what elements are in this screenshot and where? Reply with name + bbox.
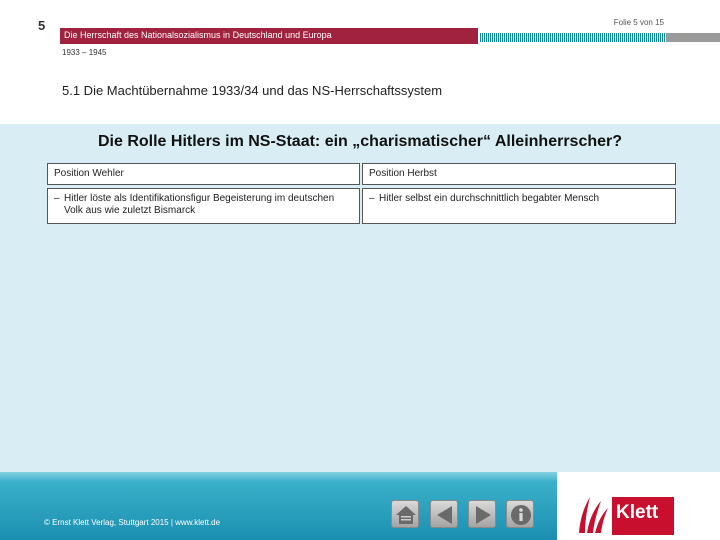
copyright-text: © Ernst Klett Verlag, Stuttgart 2015 | www.klett.de [44, 518, 221, 527]
section-title: 5.1 Die Machtübernahme 1933/34 und das NS-Herrschaftssystem [62, 83, 443, 98]
bullet-dash: – [54, 193, 60, 204]
home-icon [392, 501, 420, 529]
table-header-herbst: Position Herbst [362, 163, 676, 185]
footer-highlight [0, 472, 557, 482]
previous-button[interactable] [430, 500, 458, 528]
info-icon [507, 501, 535, 529]
list-item [369, 193, 669, 205]
info-button[interactable] [506, 500, 534, 528]
bullet-dash: – [369, 193, 375, 204]
course-title-bar [60, 28, 478, 44]
list-item-text: Hitler löste als Identifikationsfigur Begeisterung im deutschen Volk aus wie zuletzt Bismarck [64, 193, 335, 216]
table-cell-wehler [47, 188, 360, 224]
slide-counter: Folie 5 von 15 [613, 18, 664, 27]
list-item [54, 193, 353, 217]
decorative-stripe [480, 33, 666, 42]
next-icon [469, 501, 497, 529]
table-header-wehler: Position Wehler [47, 163, 360, 185]
course-title: Die Herrschaft des Nationalsozialismus in Deutschland und Europa [64, 30, 332, 40]
klett-logo-text: Klett [616, 502, 659, 523]
next-button[interactable] [468, 500, 496, 528]
home-button[interactable] [391, 500, 419, 528]
decorative-gray-bar [666, 33, 720, 42]
previous-icon [431, 501, 459, 529]
table-cell-herbst [362, 188, 676, 224]
period-years: 1933 – 1945 [62, 48, 107, 57]
klett-logo [570, 489, 676, 540]
chapter-number: 5 [38, 18, 46, 33]
main-heading: Die Rolle Hitlers im NS-Staat: ein „charismatischer“ Alleinherrscher? [97, 133, 623, 150]
list-item-text: Hitler selbst ein durchschnittlich begabter Mensch [379, 193, 600, 204]
